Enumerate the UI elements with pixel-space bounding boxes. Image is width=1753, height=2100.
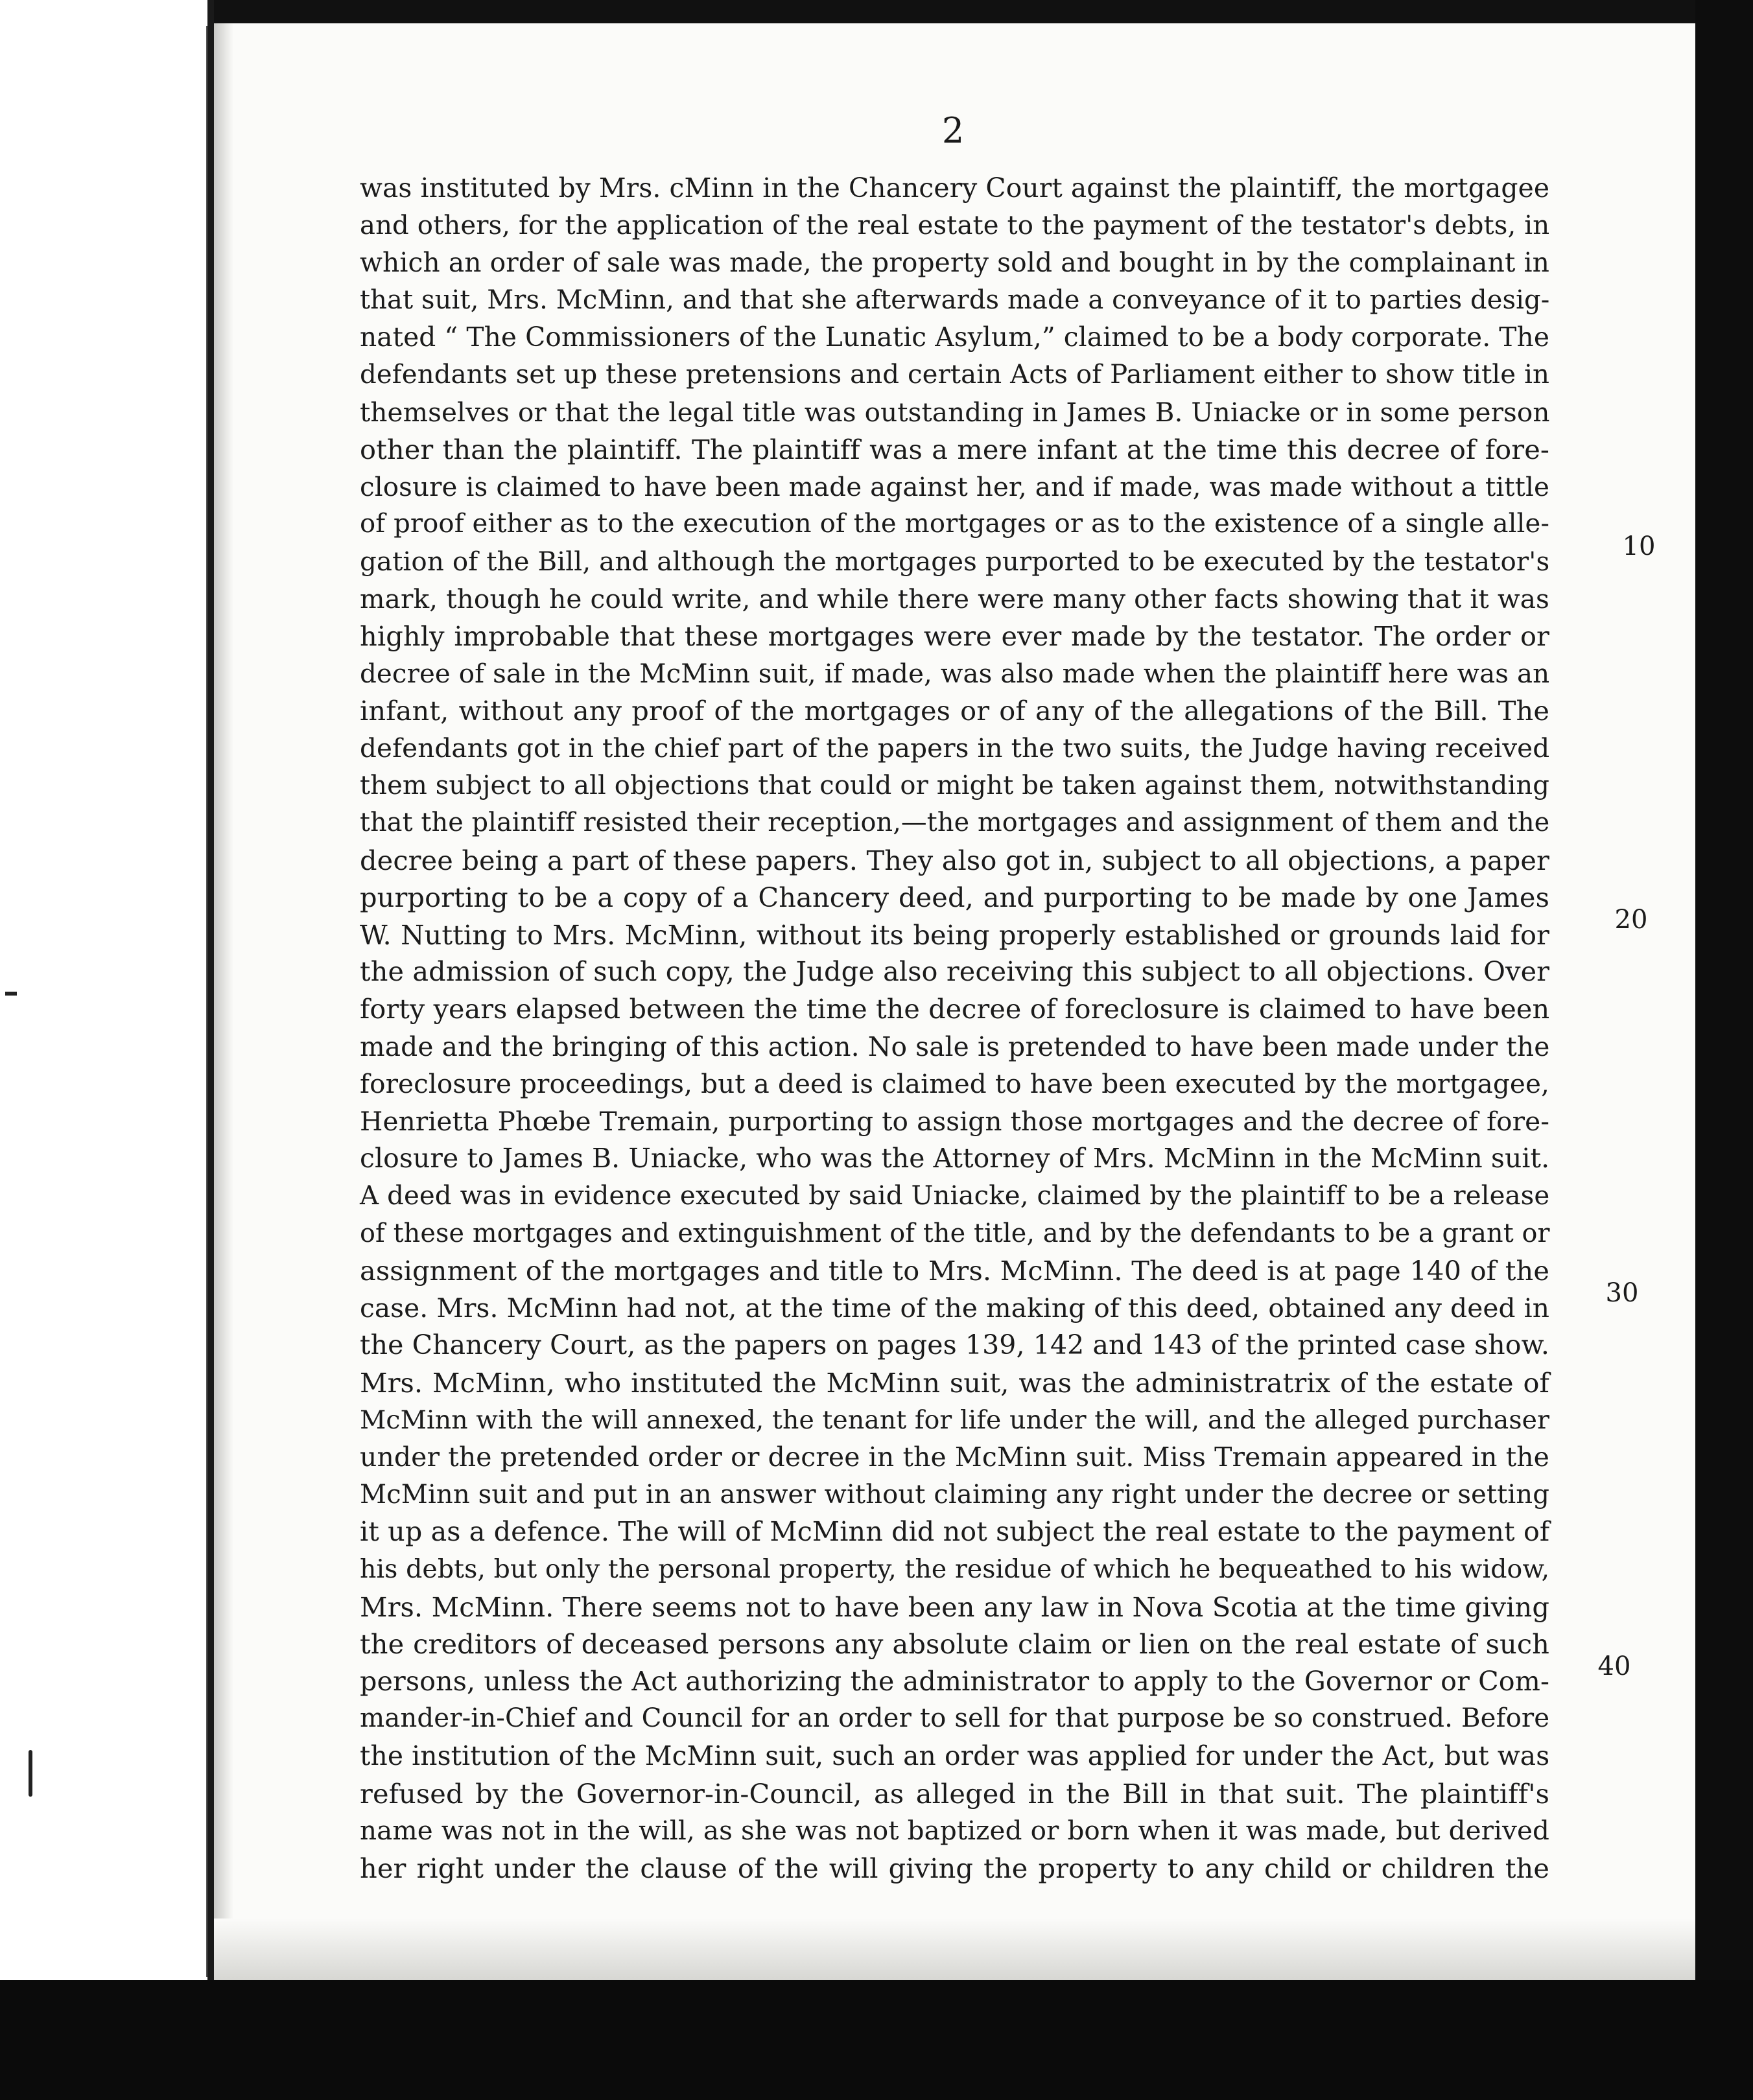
text-line: Mrs. McMinn, who instituted the McMinn suit, was the administratrix of the estate of (360, 1367, 1549, 1399)
page-number: 2 (941, 110, 965, 151)
text-line: W. Nutting to Mrs. McMinn, without its being properly established or grounds laid for (360, 918, 1549, 951)
text-line: which an order of sale was made, the property sold and bought in by the complainant in (360, 247, 1549, 279)
text-line: mander-in-Chief and Council for an order to sell for that purpose be so construed. Before (360, 1703, 1550, 1734)
text-line: other than the plaintiff. The plaintiff was a mere infant at the time this decree of fore- (360, 434, 1549, 466)
text-line: nated “ The Commissioners of the Lunatic Asylum,” claimed to be a body corporate. The (360, 321, 1549, 353)
text-line: A deed was in evidence executed by said Uniacke, claimed by the plaintiff to be a release (360, 1181, 1550, 1211)
text-line: it up as a defence. The will of McMinn did not subject the real estate to the payment of (360, 1516, 1550, 1548)
text-line: assignment of the mortgages and title to Mrs. McMinn. The deed is at page 140 of the (360, 1255, 1549, 1287)
text-line: gation of the Bill, and although the mortgages purported to be executed by the testator's (360, 546, 1550, 577)
text-line: of proof either as to the execution of the mortgages or as to the existence of a single alle- (360, 509, 1549, 539)
line-number-10: 10 (1622, 531, 1656, 561)
text-line: McMinn suit and put in an answer without claiming any right under the decree or setting (360, 1479, 1549, 1510)
text-line: of these mortgages and extinguishment of the title, and by the defendants to be a grant or (360, 1218, 1550, 1248)
text-line: closure to James B. Uniacke, who was the Attorney of Mrs. McMinn in the McMinn suit. (360, 1143, 1550, 1174)
text-line: the Chancery Court, as the papers on pages 139, 142 and 143 of the printed case show. (360, 1329, 1549, 1361)
scan-border-top (214, 0, 1753, 23)
body-text (360, 170, 1549, 1887)
text-line: Henrietta Phœbe Tremain, purporting to assign those mortgages and the decree of fore- (360, 1105, 1549, 1137)
text-line: themselves or that the legal title was outstanding in James B. Uniacke or in some person (360, 396, 1550, 428)
text-line: refused by the Governor-in-Council, as alleged in the Bill in that suit. The plaintiff's (360, 1777, 1549, 1810)
text-line: made and the bringing of this action. No sale is pretended to have been made under the (360, 1031, 1550, 1062)
scan-mark-bracket (29, 1750, 32, 1797)
text-line: infant, without any proof of the mortgages or of any of the allegations of the Bill. The (360, 695, 1549, 727)
text-line: forty years elapsed between the time the decree of foreclosure is claimed to have been (360, 994, 1550, 1025)
text-line: the creditors of deceased persons any absolute claim or lien on the real estate of such (360, 1628, 1549, 1661)
text-line: persons, unless the Act authorizing the administrator to apply to the Governor or Com- (360, 1665, 1549, 1697)
text-line: mark, though he could write, and while there were many other facts showing that it was (360, 583, 1549, 614)
page-bottom-shade (214, 1919, 1695, 1980)
facing-page-edge (0, 0, 207, 1980)
text-line: that the plaintiff resisted their reception,—the mortgages and assignment of them and the (360, 808, 1550, 838)
text-line: defendants set up these pretensions and certain Acts of Parliament either to show title in (360, 359, 1550, 390)
line-number-30: 30 (1605, 1278, 1639, 1308)
text-line: Mrs. McMinn. There seems not to have been any law in Nova Scotia at the time giving (360, 1591, 1549, 1623)
text-line: them subject to all objections that could or might be taken against them, notwithstanding (360, 770, 1549, 800)
text-line: her right under the clause of the will giving the property to any child or children the (360, 1852, 1549, 1884)
text-line: the institution of the McMinn suit, such an order was applied for under the Act, but was (360, 1740, 1550, 1771)
text-line: decree of sale in the McMinn suit, if made, was also made when the plaintiff here was an (360, 658, 1550, 689)
text-line: defendants got in the chief part of the papers in the two suits, the Judge having received (360, 732, 1550, 764)
text-line: highly improbable that these mortgages were ever made by the testator. The order or (360, 620, 1549, 653)
text-line: foreclosure proceedings, but a deed is claimed to have been executed by the mortgagee, (360, 1068, 1549, 1100)
text-line: his debts, but only the personal property, the residue of which he bequeathed to his widow, (360, 1554, 1550, 1584)
scan-border-bottom (0, 1980, 1753, 2100)
text-line: McMinn with the will annexed, the tenant for life under the will, and the alleged purchaser (360, 1405, 1549, 1435)
text-line: decree being a part of these papers. They also got in, subject to all objections, a paper (360, 844, 1549, 876)
text-line: closure is claimed to have been made against her, and if made, was made without a tittle (360, 471, 1549, 502)
text-line: the admission of such copy, the Judge also receiving this subject to all objections. Over (360, 956, 1550, 988)
line-number-40: 40 (1597, 1651, 1631, 1681)
page-gutter-shade (214, 23, 233, 1980)
text-line: was instituted by Mrs. cMinn in the Chancery Court against the plaintiff, the mortgagee (360, 172, 1550, 204)
text-line: purporting to be a copy of a Chancery deed, and purporting to be made by one James (360, 881, 1549, 914)
text-line: case. Mrs. McMinn had not, at the time of the making of this deed, obtained any deed in (360, 1292, 1549, 1324)
text-line: and others, for the application of the real estate to the payment of the testator's debts, in (360, 210, 1550, 240)
text-line: name was not in the will, as she was not baptized or born when it was made, but derived (360, 1815, 1549, 1847)
line-number-20: 20 (1614, 905, 1648, 935)
text-line: under the pretended order or decree in the McMinn suit. Miss Tremain appeared in the (360, 1441, 1549, 1473)
text-line: that suit, Mrs. McMinn, and that she afterwards made a conveyance of it to parties desig- (360, 285, 1550, 315)
binding-shadow (207, 0, 214, 1983)
scan-mark-dash (5, 992, 17, 996)
scan-border-right (1695, 0, 1753, 2100)
